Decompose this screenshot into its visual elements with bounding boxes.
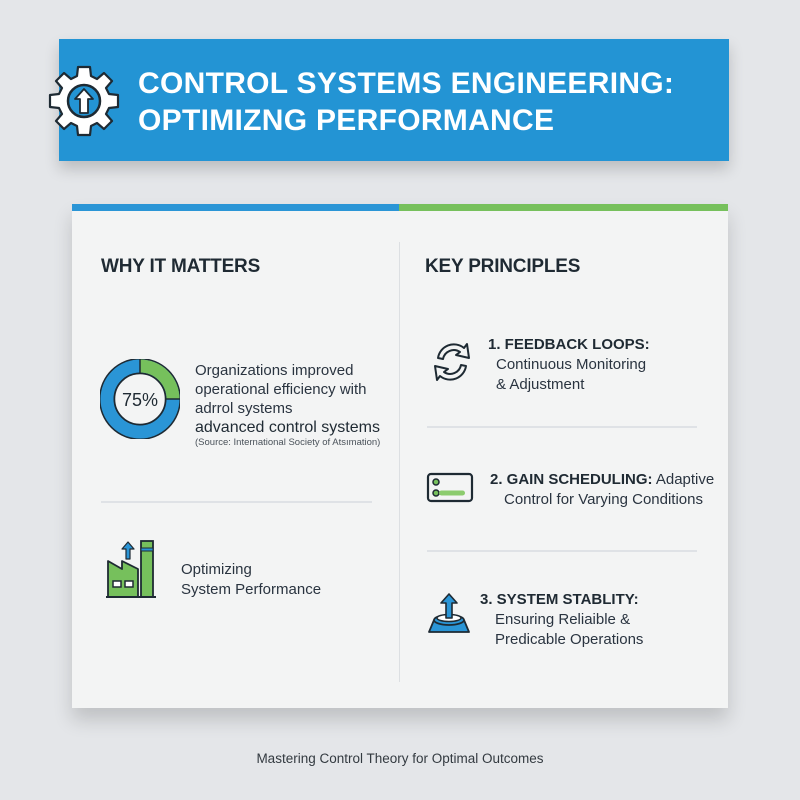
stat-description — [195, 361, 395, 437]
title-line-2: OPTIMIZNG PERFORMANCE — [138, 104, 555, 137]
principle-system-stability — [480, 590, 643, 650]
refresh-cycle-icon — [426, 336, 478, 388]
left-divider — [101, 501, 372, 503]
principle-2-line-1: Control for Varying Conditions — [504, 491, 703, 508]
stat-line-3: adrrol systems — [195, 400, 293, 417]
key-principles-heading: KEY PRINCIPLES — [425, 256, 581, 277]
principle-3-line-2: Predicable Operations — [495, 631, 644, 648]
factory-icon — [106, 539, 162, 599]
content-card — [72, 204, 728, 708]
gear-arrow-up-icon — [46, 63, 122, 139]
principle-3-title: 3. SYSTEM STABLITY: — [480, 591, 639, 608]
principle-1-title: 1. FEEDBACK LOOPS: — [488, 336, 650, 353]
stat-line-2: operational efficiency with — [195, 381, 367, 398]
title-line-1: CONTROL SYSTEMS ENGINEERING: — [138, 67, 675, 100]
performance-caption — [181, 560, 321, 600]
donut-percent-label: 75% — [121, 390, 159, 410]
principle-1-line-2: & Adjustment — [496, 376, 585, 393]
title-banner — [59, 39, 729, 161]
right-divider-1 — [427, 426, 697, 428]
stat-source: (Source: International Society of Atsımation) — [195, 437, 381, 448]
accent-bar-green — [399, 204, 728, 211]
why-it-matters-heading: WHY IT MATTERS — [101, 256, 261, 277]
performance-line-2: System Performance — [181, 581, 322, 598]
footer-tagline: Mastering Control Theory for Optimal Outcomes — [256, 751, 544, 766]
stat-line-1: Organizations improved — [195, 362, 354, 379]
performance-line-1: Optimizing — [181, 561, 252, 578]
page-title — [138, 65, 674, 139]
donut-chart-75-percent — [100, 359, 180, 439]
principle-2-title-suffix: Adaptive — [652, 471, 715, 488]
right-divider-2 — [427, 550, 697, 552]
column-divider — [399, 242, 400, 682]
principle-3-line-1: Ensuring Reliaible & — [495, 611, 631, 628]
slider-panel-icon — [426, 472, 474, 504]
principle-2-title: 2. GAIN SCHEDULING: — [490, 471, 653, 488]
principle-gain-scheduling — [490, 470, 714, 510]
principle-feedback-loops — [488, 335, 650, 395]
accent-bar-blue — [72, 204, 399, 211]
stat-line-4: advanced control systems — [195, 419, 380, 436]
platform-arrow-up-icon — [424, 592, 474, 636]
principle-1-line-1: Continuous Monitoring — [496, 356, 647, 373]
